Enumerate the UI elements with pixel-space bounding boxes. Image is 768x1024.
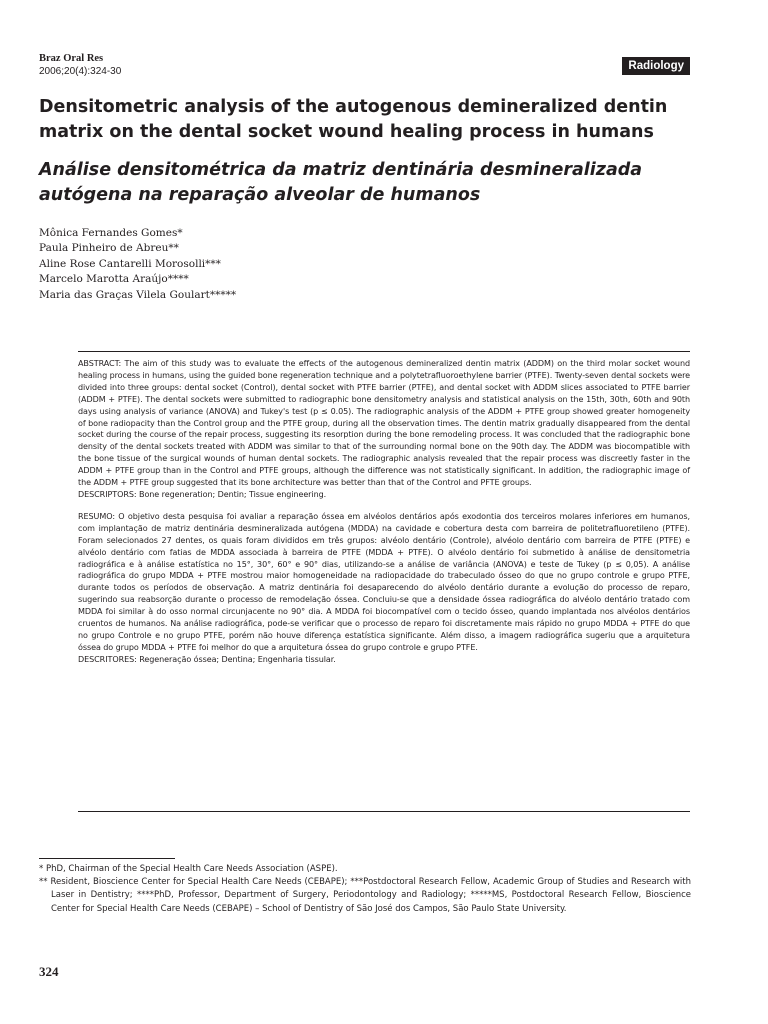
footnote-item: * PhD, Chairman of the Special Health Care Needs Association (ASPE). [39, 864, 338, 874]
abstract-spacer [78, 501, 690, 511]
resumo-portuguese: RESUMO: O objetivo desta pesquisa foi avaliar a reparação óssea em alvéolos dentários após exodontia dos terceiros molares inferiores em humanos, com implantação de matriz dentinária desmineralizada autógena (MDDA) na cavidade e cobertura desta com barreira de politetrafluoretileno (PTFE). Foram selecionados 27 dentes, os quais foram divididos em três grupos: alvéolo dentário (Controle), alvéolo dentário com barreira de PTFE (PTFE) e alvéolo dentário com fatias de MDDA associada à barreira de PTFE (MDDA + PTFE). O alvéolo dentário foi submetido à análise de densitometria radiográfica e à análise estatística no 15°, 30°, 60° e 90° dias, utilizando-se a análise de variância (ANOVA) e teste de Tukey (p ≤ 0,05). A análise radiográfica do grupo MDDA + PTFE mostrou maior homogeneidade na radiopacidade do trabeculado ósseo do que no grupo controle e grupo PTFE, durante todos os períodos de observação. A matriz dentinária foi desaparecendo do alvéolo dentário durante a evolução do processo de reparo, sugerindo sua reabsorção durante o processo de remodelação óssea. Concluiu-se que a densidade óssea radiográfica do alvéolo dentário tratado com MDDA foi similar à do osso normal circunjacente no 90° dia. A MDDA foi biocompatível com o tecido ósseo, quando implantada nos alvéolos dentários cruentos de humanos. Na análise radiográfica, pode-se verificar que o processo de reparo foi discretamente mais rápido no grupo MDDA + PTFE do que no grupo Controle e no grupo PTFE, porém não houve diferença estatística significante. Além disso, a imagem radiográfica sugeriu que a arquitetura óssea do grupo MDDA + PTFE foi melhor do que a arquitetura óssea do grupo controle e grupo PTFE. [78, 511, 690, 652]
author-name: Maria das Graças Vilela Goulart***** [39, 288, 237, 301]
journal-volume: 2006;20(4):324-30 [39, 66, 122, 77]
article-title-portuguese: Análise densitométrica da matriz dentinária desmineralizada autógena na reparação alveolar de humanos [39, 160, 643, 205]
author-name: Marcelo Marotta Araújo**** [39, 273, 189, 286]
descriptors-portuguese: DESCRITORES: Regeneração óssea; Dentina; Engenharia tissular. [78, 654, 336, 664]
article-title-english: Densitometric analysis of the autogenous demineralized dentin matrix on the dental socket wound healing process in humans [39, 97, 668, 142]
abstract-box [78, 358, 690, 666]
journal-name: Braz Oral Res [39, 53, 104, 64]
footnote-separator [39, 858, 175, 859]
author-name: Aline Rose Cantarelli Morosolli*** [39, 257, 221, 270]
author-name: Paula Pinheiro de Abreu** [39, 242, 179, 255]
author-list [39, 226, 236, 303]
page-number: 324 [39, 964, 59, 979]
abstract-top-rule [78, 351, 690, 352]
descriptors-english: DESCRIPTORS: Bone regeneration; Dentin; Tissue engineering. [78, 489, 327, 499]
journal-citation [39, 52, 121, 78]
author-name: Mônica Fernandes Gomes* [39, 227, 183, 239]
abstract-english: ABSTRACT: The aim of this study was to evaluate the effects of the autogenous demineralized dentin matrix (ADDM) on the third molar socket wound healing process in humans, using the guided bone regeneration technique and a polytetrafluoroethylene barrier (PTFE). Twenty-seven dental sockets were divided into three groups: dental socket (Control), dental socket with PTFE barrier (PTFE), and dental socket with ADDM slices associated to PTFE barrier (ADDM + PTFE). The dental sockets were submitted to radiographic bone densitometry analysis and statistical analysis on the 15th, 30th, 60th and 90th days using analysis of variance (ANOVA) and Tukey's test (p ≤ 0.05). The radiographic analysis of the ADDM + PTFE group showed greater homogeneity of bone radiopacity than the Control group and the PTFE group, during all the observation times. The dentin matrix gradually disappeared from the dental socket during the course of the repair process, suggesting its resorption during the bone remodeling process. It was concluded that the radiographic bone density of the dental sockets treated with ADDM was similar to that of the surrounding normal bone on the 90th day. The ADDM was biocompatible with the bone tissue of the surgical wounds of human dental sockets. The radiographic analysis revealed that the repair process was discreetly faster in the ADDM + PTFE group than in the Control and PTFE groups, although the difference was not statistically significant. In addition, the radiographic image of the ADDM + PTFE group suggested that its bone architecture was better than that of the Control and PFTE groups. [78, 359, 690, 488]
section-badge: Radiology [622, 57, 690, 75]
footnote-item: ** Resident, Bioscience Center for Special Health Care Needs (CEBAPE); ***Postdoctoral Research Fellow, Academic Group of Studies and Research with Laser in Dentistry; ****PhD, Professor, Department of Surgery, Periodontology and Radiology; *****MS, Postdoctoral Research Fellow, Bioscience Center for Special Health Care Needs (CEBAPE) – School of Dentistry of São José dos Campos, São Paulo State University. [39, 877, 691, 914]
abstract-bottom-rule [78, 811, 690, 812]
footnotes [39, 863, 691, 916]
